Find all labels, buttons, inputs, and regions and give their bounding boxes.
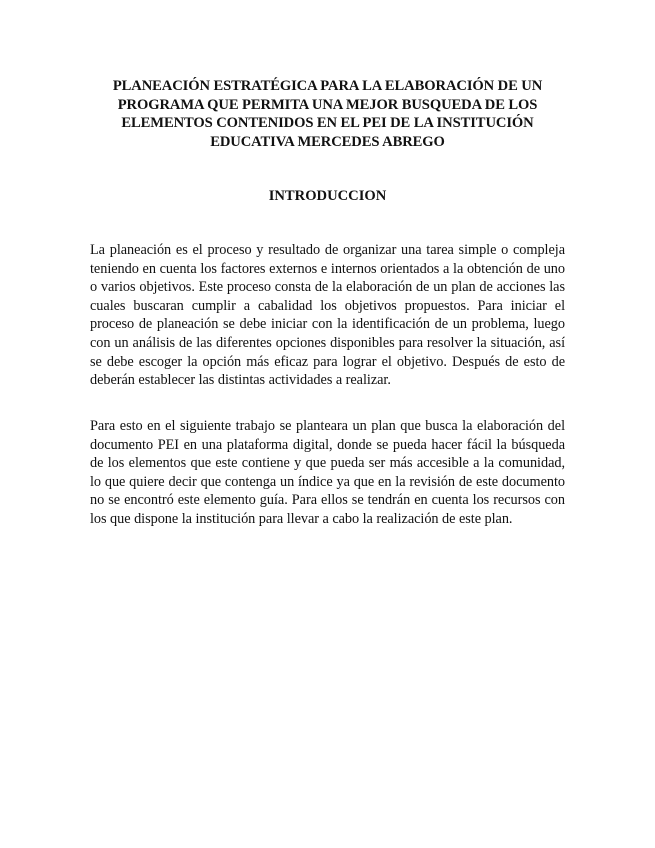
paragraph-1: La planeación es el proceso y resultado de organizar una tarea simple o compleja teniendo en cuenta los factores externos e internos orientados a la obtención de uno o varios objetivos. Este proceso consta de la elaboración de un plan de acciones las cuales buscaran cumplir a cabalidad los objetivos propuestos. Para iniciar el proceso de planeación se debe iniciar con la identificación de un problema, luego con un análisis de las diferentes opciones disponibles para resolver la situación, así se debe escoger la opción más eficaz para lograr el objetivo. Después de esto de deberán establecer las distintas actividades a realizar. xyxy=(90,242,565,389)
section-heading-introduccion: INTRODUCCION xyxy=(268,188,387,204)
document-title: PLANEACIÓN ESTRATÉGICA PARA LA ELABORACIÓN DE UN PROGRAMA QUE PERMITA UNA MEJOR BUSQUEDA DE LOS ELEMENTOS CONTENIDOS EN EL PEI DE LA INSTITUCIÓN EDUCATIVA MERCEDES ABREGO xyxy=(112,78,543,150)
paragraph-2: Para esto en el siguiente trabajo se planteara un plan que busca la elaboración del documento PEI en una plataforma digital, donde se pueda hacer fácil la búsqueda de los elementos que este contiene y que pueda ser más accesible a la comunidad, lo que quiere decir que contenga un índice ya que en la revisión de este documento no se encontró este elemento guía. Para ellos se tendrán en cuenta los recursos con los que dispone la institución para llevar a cabo la realización de este plan. xyxy=(90,418,565,527)
